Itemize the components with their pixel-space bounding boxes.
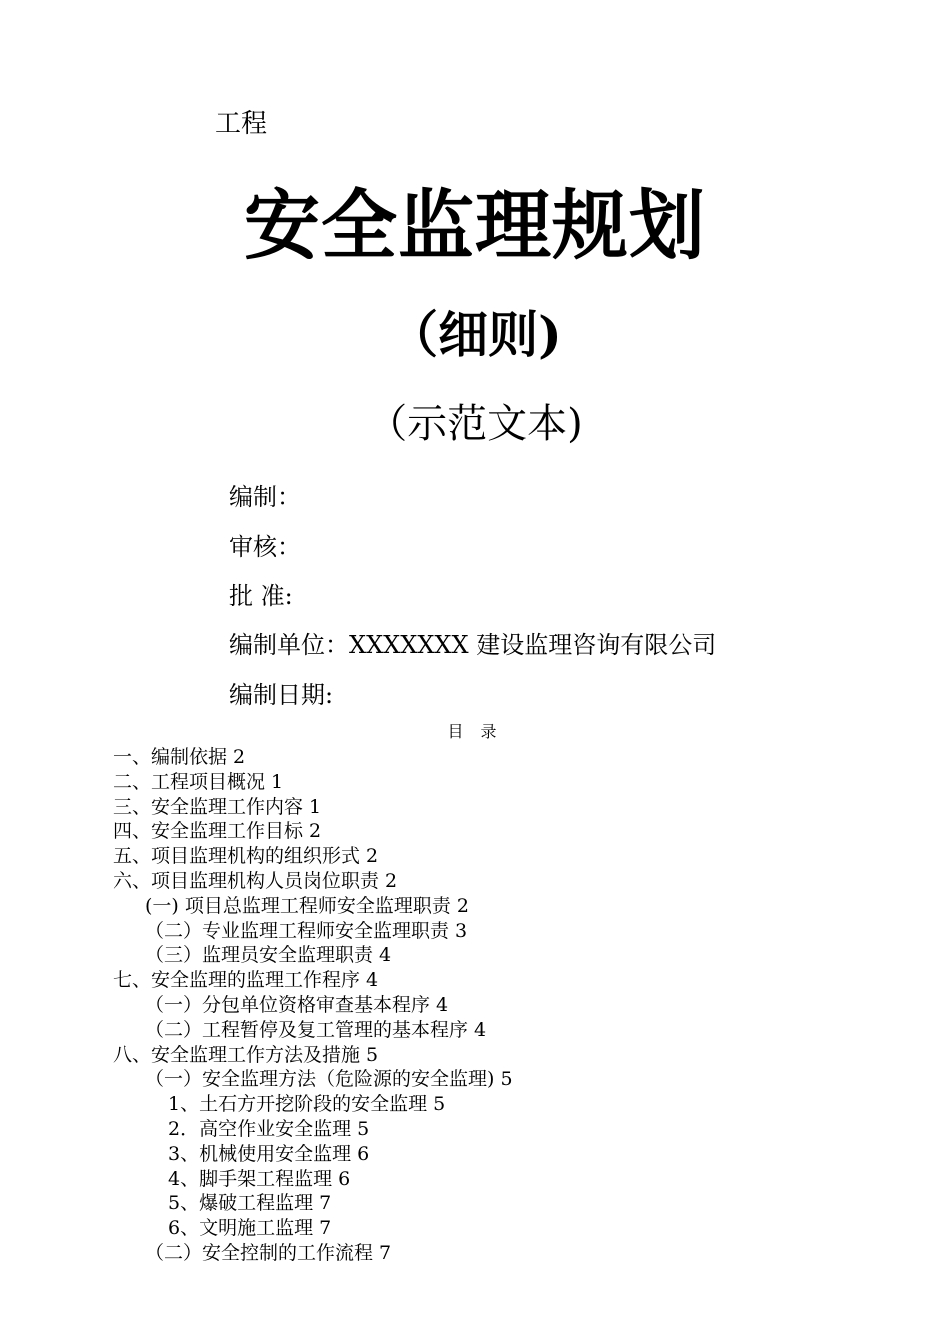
toc-item[interactable]: 6、文明施工监理 7 bbox=[168, 1217, 332, 1240]
toc-item[interactable]: 5、爆破工程监理 7 bbox=[168, 1192, 332, 1215]
toc-item[interactable]: （三）监理员安全监理职责 4 bbox=[145, 944, 392, 967]
document-subtitle-sample: （示范文本) bbox=[367, 401, 583, 447]
toc-item[interactable]: (一) 项目总监理工程师安全监理职责 2 bbox=[145, 894, 469, 917]
toc-item[interactable]: 3、机械使用安全监理 6 bbox=[168, 1142, 370, 1165]
sign-field-date: 编制日期: bbox=[229, 681, 334, 709]
toc-item[interactable]: （二）工程暂停及复工管理的基本程序 4 bbox=[145, 1018, 487, 1041]
toc-item[interactable]: （一）分包单位资格审查基本程序 4 bbox=[145, 993, 449, 1016]
toc-item[interactable]: 五、项目监理机构的组织形式 2 bbox=[113, 845, 379, 868]
toc-item[interactable]: 4、脚手架工程监理 6 bbox=[168, 1167, 351, 1190]
toc-item[interactable]: 2．高空作业安全监理 5 bbox=[168, 1117, 370, 1140]
sign-field-approver: 批 准: bbox=[229, 582, 293, 610]
sign-field-compiler: 编制： bbox=[229, 483, 301, 511]
document-subtitle: （细则) bbox=[388, 305, 562, 364]
table-of-contents bbox=[113, 745, 873, 1266]
toc-item[interactable]: （二）安全控制的工作流程 7 bbox=[145, 1241, 392, 1264]
toc-item[interactable]: 四、安全监理工作目标 2 bbox=[113, 820, 322, 843]
toc-item[interactable]: （一）安全监理方法（危险源的安全监理) 5 bbox=[145, 1068, 513, 1091]
toc-item[interactable]: （二）专业监理工程师安全监理职责 3 bbox=[145, 919, 468, 942]
project-label: 工程 bbox=[215, 109, 268, 139]
toc-heading: 目 录 bbox=[447, 722, 503, 741]
sign-field-organization: 编制单位：XXXXXXX 建设监理咨询有限公司 bbox=[229, 631, 717, 659]
toc-item[interactable]: 一、编制依据 2 bbox=[113, 746, 246, 768]
toc-item[interactable]: 三、安全监理工作内容 1 bbox=[113, 795, 322, 818]
sign-field-reviewer: 审核： bbox=[229, 533, 301, 561]
toc-item[interactable]: 1、土石方开挖阶段的安全监理 5 bbox=[168, 1093, 446, 1116]
document-title: 安全监理规划 bbox=[244, 181, 706, 270]
toc-item[interactable]: 八、安全监理工作方法及措施 5 bbox=[113, 1043, 379, 1066]
toc-item[interactable]: 二、工程项目概况 1 bbox=[113, 770, 284, 793]
toc-item[interactable]: 六、项目监理机构人员岗位职责 2 bbox=[113, 869, 398, 892]
toc-item[interactable]: 七、安全监理的监理工作程序 4 bbox=[113, 969, 379, 992]
